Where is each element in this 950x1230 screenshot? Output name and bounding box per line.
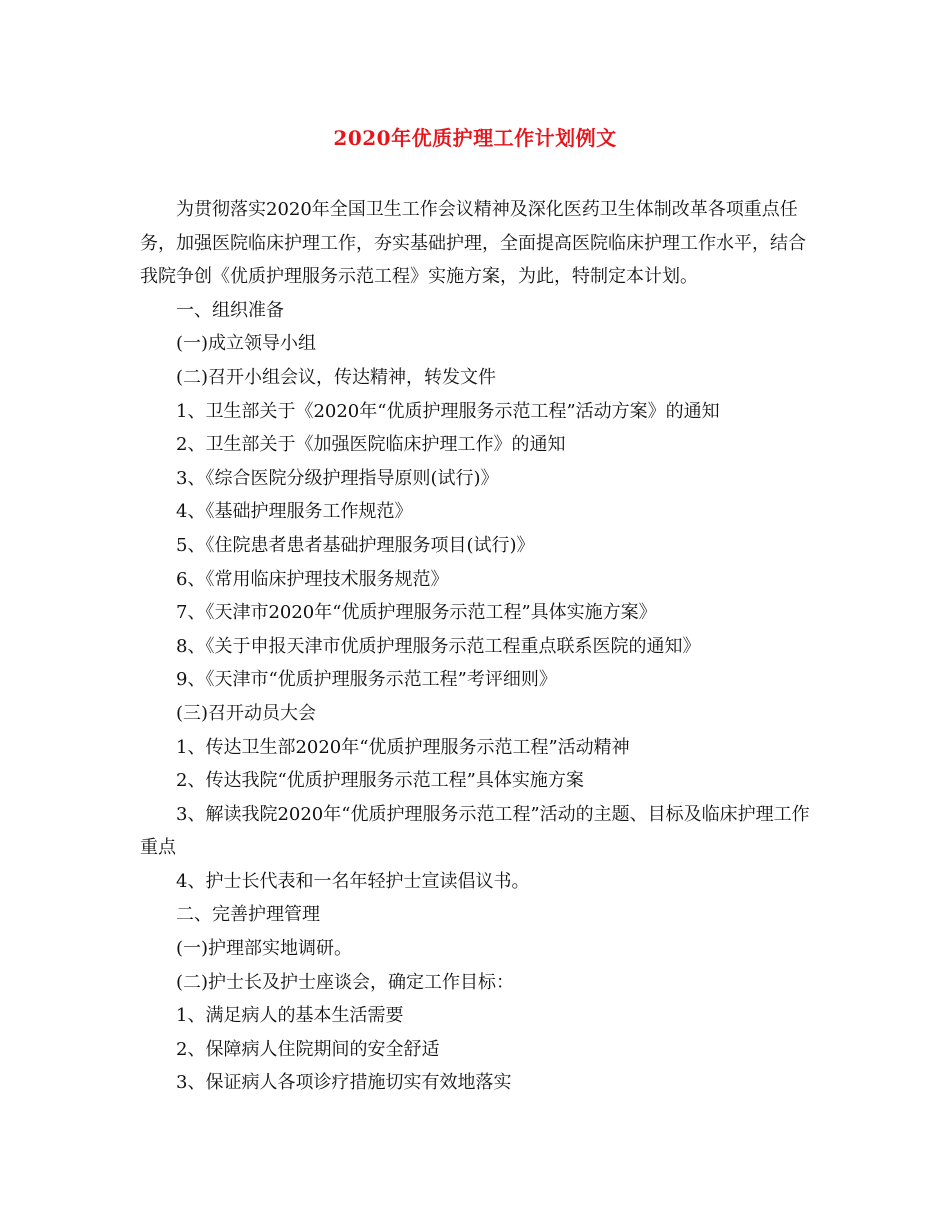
list-item: 5、《住院患者患者基础护理服务项目(试行)》 (176, 534, 535, 556)
subsection-heading: (一)护理部实地调研。 (176, 938, 353, 960)
list-item: 2、传达我院“优质护理服务示范工程”具体实施方案 (176, 770, 584, 792)
list-item: 9、《天津市“优质护理服务示范工程”考评细则》 (176, 669, 557, 691)
list-item: 8、《关于申报天津市优质护理服务示范工程重点联系医院的通知》 (176, 635, 701, 657)
paragraph-intro: 为贯彻落实2020年全国卫生工作会议精神及深化医药卫生体制改革各项重点任务，加强医院临床护理工作，夯实基础护理，全面提高医院临床护理工作水平，结合我院争创《优质护理服务示范工程》实施方案，为此，特制定本计划。 (140, 199, 806, 288)
list-item: 4、《基础护理服务工作规范》 (176, 501, 413, 523)
list-item: 4、护士长代表和一名年轻护士宣读倡议书。 (176, 870, 530, 892)
list-item: 1、传达卫生部2020年“优质护理服务示范工程”活动精神 (176, 736, 630, 758)
list-item: 1、满足病人的基本生活需要 (176, 1005, 404, 1027)
list-item: 2、卫生部关于《加强医院临床护理工作》的通知 (176, 434, 566, 456)
list-item: 3、解读我院2020年“优质护理服务示范工程”活动的主题、目标及临床护理工作重点 (140, 803, 810, 859)
list-item: 7、《天津市2020年“优质护理服务示范工程”具体实施方案》 (176, 602, 657, 624)
subsection-heading: (一)成立领导小组 (176, 333, 317, 355)
section-heading-1: 一、组织准备 (176, 299, 284, 321)
subsection-heading: (二)召开小组会议，传达精神，转发文件 (176, 366, 497, 388)
subsection-heading: (二)护士长及护士座谈会，确定工作目标： (176, 971, 515, 993)
list-item: 3、保证病人各项诊疗措施切实有效地落实 (176, 1072, 512, 1094)
list-item: 6、《常用临床护理技术服务规范》 (176, 568, 449, 590)
section-heading-2: 二、完善护理管理 (176, 904, 320, 926)
document-body (140, 193, 812, 1100)
subsection-heading: (三)召开动员大会 (176, 702, 317, 724)
list-item: 3、《综合医院分级护理指导原则(试行)》 (176, 467, 499, 489)
list-item: 2、保障病人住院期间的安全舒适 (176, 1038, 440, 1060)
list-item: 1、卫生部关于《2020年“优质护理服务示范工程”活动方案》的通知 (176, 400, 720, 422)
document-title: 2020年优质护理工作计划例文 (333, 126, 617, 150)
